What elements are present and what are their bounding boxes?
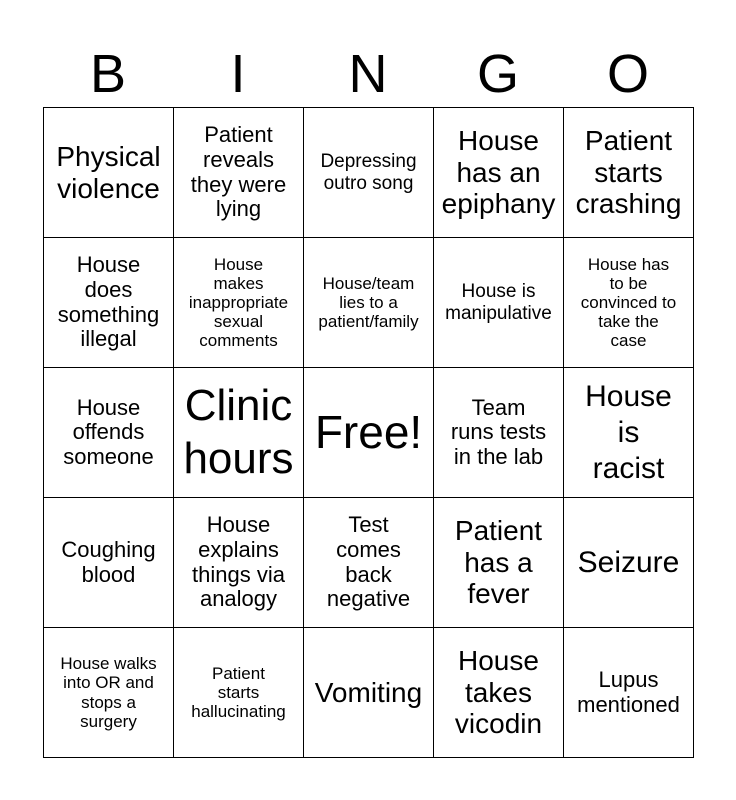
bingo-cell[interactable]: House has to be convinced to take the case [564,238,694,368]
bingo-cell[interactable]: Patient starts hallucinating [174,628,304,758]
bingo-cell[interactable]: Patient has a fever [434,498,564,628]
bingo-cell[interactable]: House walks into OR and stops a surgery [44,628,174,758]
bingo-cell[interactable]: Patient reveals they were lying [174,108,304,238]
bingo-cell[interactable]: House takes vicodin [434,628,564,758]
free-space-cell[interactable]: Free! [304,368,434,498]
bingo-board [43,107,694,758]
bingo-cell[interactable]: House makes inappropriate sexual comments [174,238,304,368]
bingo-cell[interactable]: Coughing blood [44,498,174,628]
bingo-cell[interactable]: Depressing outro song [304,108,434,238]
bingo-cell[interactable]: House offends someone [44,368,174,498]
header-letter-g: G [476,44,519,104]
bingo-cell[interactable]: Vomiting [304,628,434,758]
bingo-cell[interactable]: House does something illegal [44,238,174,368]
header-letter-n: N [348,44,388,104]
header-letter-i: I [230,44,246,104]
bingo-cell[interactable]: Seizure [564,498,694,628]
header-letter-b: B [89,44,127,104]
bingo-cell[interactable]: Patient starts crashing [564,108,694,238]
bingo-cell[interactable]: House is manipulative [434,238,564,368]
bingo-cell[interactable]: House explains things via analogy [174,498,304,628]
bingo-cell[interactable]: Clinic hours [174,368,304,498]
bingo-cell[interactable]: Test comes back negative [304,498,434,628]
bingo-cell[interactable]: Team runs tests in the lab [434,368,564,498]
bingo-header [43,40,693,108]
header-letter-o: O [606,44,649,104]
bingo-cell[interactable]: House/team lies to a patient/family [304,238,434,368]
bingo-cell[interactable]: House has an epiphany [434,108,564,238]
bingo-cell[interactable]: Lupus mentioned [564,628,694,758]
bingo-cell[interactable]: Physical violence [44,108,174,238]
bingo-cell[interactable]: House is racist [564,368,694,498]
